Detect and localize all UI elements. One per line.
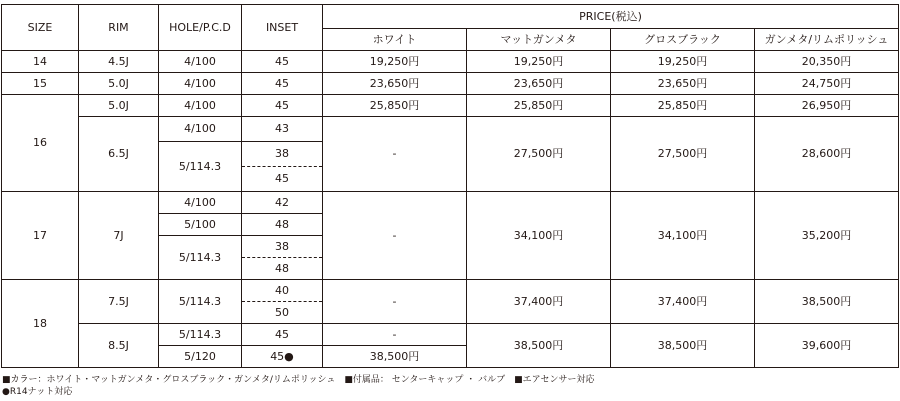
header-color-gunmetal-rim-polish: ガンメタ/リムポリッシュ	[755, 29, 899, 51]
cell-price-white: 38,500円	[323, 346, 467, 368]
wheel-spec-table	[1, 4, 899, 368]
cell-inset: 38	[242, 236, 323, 258]
cell-rim: 6.5J	[79, 117, 159, 192]
cell-price-white: -	[323, 192, 467, 280]
cell-price-gloss-black: 23,650円	[611, 73, 755, 95]
cell-price-white: -	[323, 117, 467, 192]
cell-pcd: 4/100	[159, 95, 242, 117]
table-row	[2, 95, 899, 117]
header-price: PRICE(税込)	[323, 5, 899, 29]
cell-price-matte-gunmetal: 34,100円	[467, 192, 611, 280]
cell-price-gunmetal-rim-polish: 20,350円	[755, 51, 899, 73]
cell-pcd: 4/100	[159, 73, 242, 95]
cell-price-gloss-black: 25,850円	[611, 95, 755, 117]
cell-pcd: 4/100	[159, 192, 242, 214]
header-size: SIZE	[2, 5, 79, 51]
cell-rim: 5.0J	[79, 95, 159, 117]
header-color-white: ホワイト	[323, 29, 467, 51]
cell-price-matte-gunmetal: 23,650円	[467, 73, 611, 95]
cell-price-white: 23,650円	[323, 73, 467, 95]
cell-price-gunmetal-rim-polish: 35,200円	[755, 192, 899, 280]
cell-inset: 42	[242, 192, 323, 214]
table-row	[2, 51, 899, 73]
cell-inset: 43	[242, 117, 323, 142]
cell-price-white: -	[323, 324, 467, 346]
cell-rim: 4.5J	[79, 51, 159, 73]
table-row	[2, 324, 899, 346]
cell-rim: 7.5J	[79, 280, 159, 324]
cell-inset: 48	[242, 214, 323, 236]
cell-price-white: -	[323, 280, 467, 324]
cell-pcd: 5/114.3	[159, 236, 242, 280]
table-row	[2, 73, 899, 95]
cell-rim: 7J	[79, 192, 159, 280]
cell-pcd: 4/100	[159, 117, 242, 142]
table-row	[2, 280, 899, 302]
cell-inset: 45	[242, 73, 323, 95]
cell-inset: 45	[242, 51, 323, 73]
cell-size: 17	[2, 192, 79, 280]
cell-pcd: 5/120	[159, 346, 242, 368]
footnote-r14-nut: ●R14ナット対応	[2, 387, 73, 397]
header-rim: RIM	[79, 5, 159, 51]
cell-price-gunmetal-rim-polish: 39,600円	[755, 324, 899, 368]
cell-price-gloss-black: 34,100円	[611, 192, 755, 280]
cell-pcd: 4/100	[159, 51, 242, 73]
cell-price-gunmetal-rim-polish: 26,950円	[755, 95, 899, 117]
header-inset: INSET	[242, 5, 323, 51]
cell-price-gloss-black: 19,250円	[611, 51, 755, 73]
header-color-matte-gunmetal: マットガンメタ	[467, 29, 611, 51]
cell-price-gunmetal-rim-polish: 28,600円	[755, 117, 899, 192]
cell-price-matte-gunmetal: 37,400円	[467, 280, 611, 324]
cell-price-white: 19,250円	[323, 51, 467, 73]
cell-pcd: 5/100	[159, 214, 242, 236]
cell-size: 14	[2, 51, 79, 73]
cell-price-matte-gunmetal: 27,500円	[467, 117, 611, 192]
footnotes	[2, 374, 595, 398]
cell-rim: 8.5J	[79, 324, 159, 368]
cell-price-matte-gunmetal: 38,500円	[467, 324, 611, 368]
cell-price-gunmetal-rim-polish: 24,750円	[755, 73, 899, 95]
cell-inset: 45	[242, 167, 323, 192]
cell-pcd: 5/114.3	[159, 142, 242, 192]
cell-rim: 5.0J	[79, 73, 159, 95]
footnote-colors-accessories: ■カラー：ホワイト・マットガンメタ・グロスブラック・ガンメタ/リムポリッシュ ■付属品： センターキャップ ・ バルブ ■エアセンサー対応	[2, 375, 595, 385]
cell-price-matte-gunmetal: 19,250円	[467, 51, 611, 73]
cell-price-gloss-black: 37,400円	[611, 280, 755, 324]
cell-inset: 45●	[242, 346, 323, 368]
cell-size: 16	[2, 95, 79, 192]
header-hole-pcd: HOLE/P.C.D	[159, 5, 242, 51]
cell-inset: 45	[242, 324, 323, 346]
cell-size: 15	[2, 73, 79, 95]
table-row	[2, 192, 899, 214]
cell-price-gloss-black: 38,500円	[611, 324, 755, 368]
cell-size: 18	[2, 280, 79, 368]
cell-pcd: 5/114.3	[159, 324, 242, 346]
cell-price-gloss-black: 27,500円	[611, 117, 755, 192]
cell-price-matte-gunmetal: 25,850円	[467, 95, 611, 117]
cell-inset: 38	[242, 142, 323, 167]
cell-inset: 40	[242, 280, 323, 302]
cell-inset: 45	[242, 95, 323, 117]
table-row	[2, 117, 899, 142]
header-color-gloss-black: グロスブラック	[611, 29, 755, 51]
cell-price-white: 25,850円	[323, 95, 467, 117]
cell-price-gunmetal-rim-polish: 38,500円	[755, 280, 899, 324]
cell-inset: 48	[242, 258, 323, 280]
cell-inset: 50	[242, 302, 323, 324]
cell-pcd: 5/114.3	[159, 280, 242, 324]
